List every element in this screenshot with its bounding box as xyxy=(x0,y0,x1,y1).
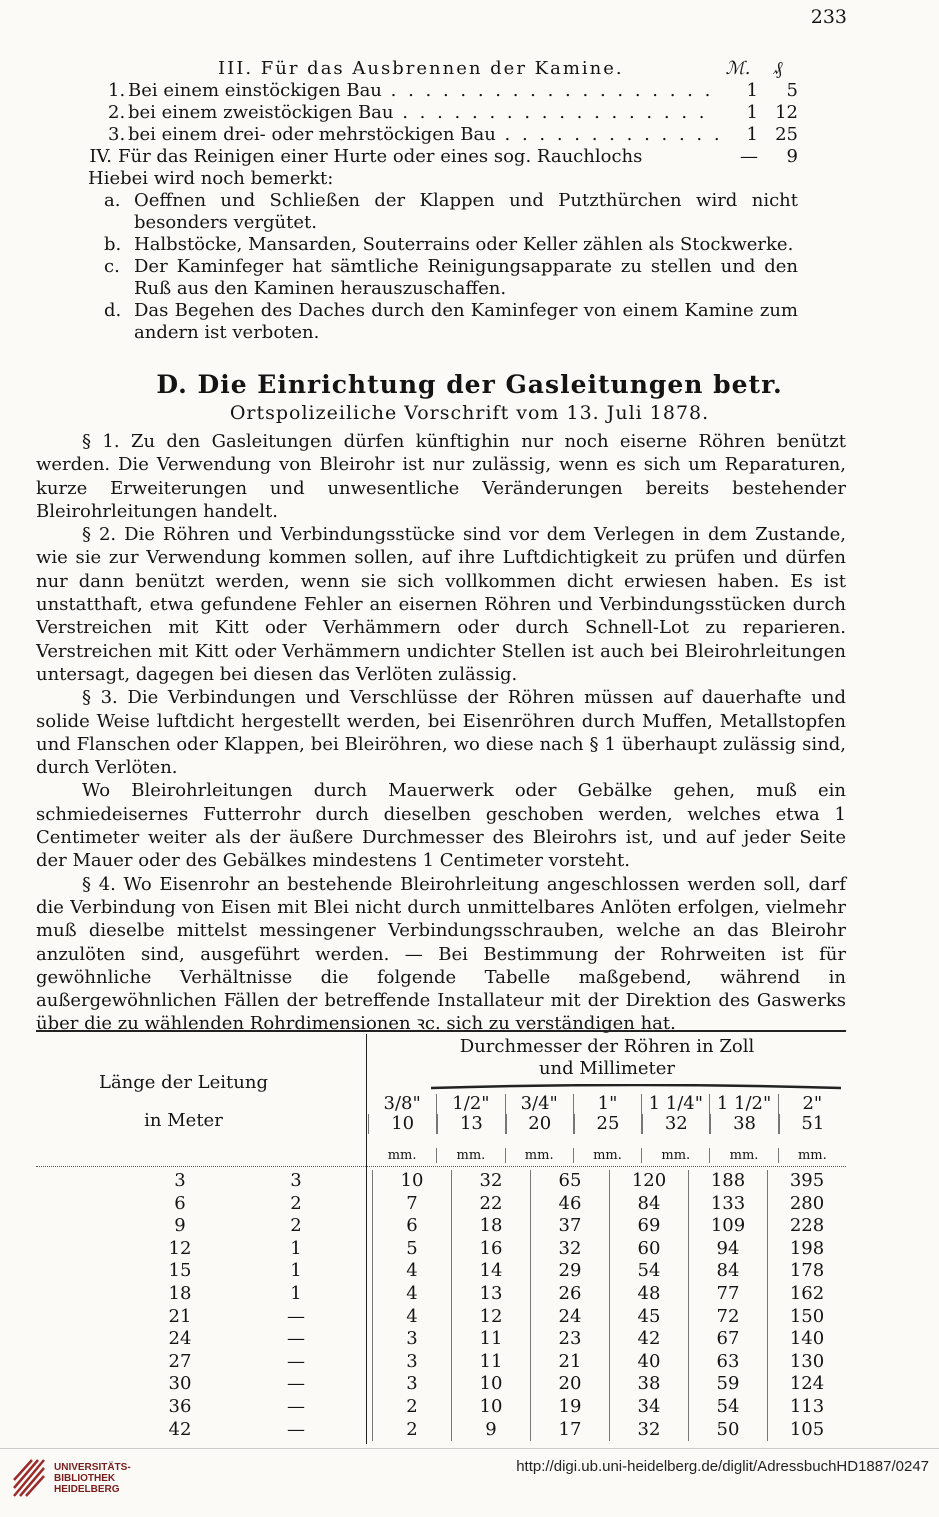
value-cell: 23 xyxy=(530,1328,609,1351)
row-header-line1: Länge der Leitung xyxy=(99,1072,268,1093)
value-cell: 54 xyxy=(609,1260,688,1283)
value-cell: 65 xyxy=(530,1170,609,1193)
value-cell: 9 xyxy=(451,1419,530,1442)
column-header-line1: Durchmesser der Röhren in Zoll xyxy=(459,1036,755,1057)
value-cell: 11 xyxy=(451,1328,530,1351)
remark-label: b. xyxy=(104,234,122,255)
value-cell: 2 xyxy=(372,1419,451,1442)
size-inch: 2" xyxy=(802,1093,823,1114)
remark-item xyxy=(58,190,798,234)
table-row xyxy=(36,1306,846,1329)
table-row xyxy=(36,1283,846,1306)
size-inch: 3/4" xyxy=(520,1093,558,1114)
value-cell: 60 xyxy=(609,1238,688,1261)
fee-row-pfennig: 25 xyxy=(775,124,798,145)
remark-text: Oeffnen und Schließen der Klappen und Putzthürchen wird nicht besonders vergütet. xyxy=(134,190,798,233)
value-cell: 3 xyxy=(372,1373,451,1396)
value-cell: 77 xyxy=(688,1283,767,1306)
value-cell: 37 xyxy=(530,1215,609,1238)
length-cell: 24 xyxy=(168,1328,192,1350)
fee-row-number: 2. xyxy=(108,102,126,123)
value-cell: 3 xyxy=(372,1328,451,1351)
library-logo-icon xyxy=(10,1456,48,1500)
value-cell: 24 xyxy=(530,1306,609,1329)
value-cell: 17 xyxy=(530,1419,609,1442)
value-cell: — xyxy=(287,1328,305,1350)
size-inch: 3/8" xyxy=(383,1093,421,1114)
length-cell: 36 xyxy=(168,1395,192,1417)
fee-row-mark: 1 xyxy=(746,124,758,145)
paragraph: § 3. Die Verbindungen und Verschlüsse der Röhren müssen auf dauerhafte und solide Weise luftdicht hergestellt werden, bei Eisenröhren durch Muffen, Metallstopfen und Flanschen oder Klappen, bei Bleiröhren, wo diese nach § 1 überhaupt zulässig sind, durch Verlöten. xyxy=(36,687,846,779)
value-cell: 10 xyxy=(372,1170,451,1193)
value-cell: 72 xyxy=(688,1306,767,1329)
fee-row-number: 1. xyxy=(108,80,126,101)
fee-row-pfennig: 12 xyxy=(775,102,798,123)
value-cell: 50 xyxy=(688,1419,767,1442)
fee-row-text: bei einem drei- oder mehrstöckigen Bau . . . xyxy=(128,124,718,146)
fee-list xyxy=(58,58,798,344)
value-cell: 2 xyxy=(290,1192,302,1214)
value-cell: 113 xyxy=(767,1396,846,1419)
fee-heading-row xyxy=(58,58,798,80)
value-cell: 94 xyxy=(688,1238,767,1261)
value-cell: 395 xyxy=(767,1170,846,1193)
library-name xyxy=(54,1462,131,1495)
unit-label: mm. xyxy=(641,1148,709,1163)
value-cell: 45 xyxy=(609,1306,688,1329)
section-title: D. Die Einrichtung der Gasleitungen betr. xyxy=(156,370,783,399)
paragraph: Wo Bleirohrleitungen durch Mauerwerk oder Gebälke gehen, muß ein schmiedeisernes Futterrohr durch dieselben geschoben werden, welches etwa 1 Centimeter weiter als der äußere Durchmesser des Bleirohrs ist, und auf jeder Seite der Mauer oder des Gebälkes mindestens 1 Centimeter vorsteht. xyxy=(36,780,846,872)
value-cell: 19 xyxy=(530,1396,609,1419)
fee-row xyxy=(58,102,798,124)
length-cell: 30 xyxy=(168,1373,192,1395)
value-cell: 42 xyxy=(609,1328,688,1351)
library-line3: HEIDELBERG xyxy=(54,1483,120,1495)
fee-row xyxy=(58,80,798,102)
value-cell: 32 xyxy=(609,1419,688,1442)
value-cell: — xyxy=(287,1373,305,1395)
length-cell: 3 xyxy=(174,1170,186,1191)
value-cell: — xyxy=(287,1395,305,1417)
library-line2: BIBLIOTHEK xyxy=(54,1472,116,1484)
value-cell: 13 xyxy=(451,1283,530,1306)
unit-headers xyxy=(368,1148,846,1163)
remark-item xyxy=(58,300,798,344)
value-cell: 69 xyxy=(609,1215,688,1238)
value-cell: 120 xyxy=(609,1170,688,1193)
length-cell: 6 xyxy=(174,1192,186,1214)
value-cell: 1 xyxy=(290,1282,302,1304)
remark-label: c. xyxy=(104,256,120,277)
value-cell: — xyxy=(287,1305,305,1327)
section-subtitle: Ortspolizeiliche Vorschrift vom 13. Juli 1878. xyxy=(229,402,710,424)
value-cell: 32 xyxy=(451,1170,530,1193)
value-cell: 67 xyxy=(688,1328,767,1351)
remark-text: Das Begehen des Daches durch den Kaminfeger von einem Kamine zum andern ist verboten. xyxy=(134,300,798,343)
size-mm: 32 xyxy=(642,1114,709,1134)
size-inch: 1 1/4" xyxy=(648,1093,703,1114)
value-cell: 198 xyxy=(767,1238,846,1261)
library-badge xyxy=(10,1456,131,1500)
size-mm: 20 xyxy=(506,1114,573,1134)
table-row xyxy=(36,1328,846,1351)
value-cell: 48 xyxy=(609,1283,688,1306)
table-top-rule xyxy=(36,1030,846,1032)
value-cell: 162 xyxy=(767,1283,846,1306)
fee-rows xyxy=(58,80,798,146)
footer-rule xyxy=(0,1448,939,1449)
size-mm: 38 xyxy=(710,1114,777,1134)
value-cell: 26 xyxy=(530,1283,609,1306)
value-cell: 59 xyxy=(688,1373,767,1396)
fee-row-pfennig: 9 xyxy=(786,146,798,167)
table-body xyxy=(36,1170,846,1441)
value-cell: 20 xyxy=(530,1373,609,1396)
fee-row-number: 3. xyxy=(108,124,126,145)
value-cell: 14 xyxy=(451,1260,530,1283)
size-mm: 10 xyxy=(368,1114,436,1134)
fee-row-text: Bei einem einstöckigen Bau . . . xyxy=(128,80,718,102)
header-brace xyxy=(431,1084,841,1090)
value-cell: 2 xyxy=(372,1396,451,1419)
fee-row-mark: 1 xyxy=(746,80,758,101)
fee-row-mark: 1 xyxy=(746,102,758,123)
unit-mark: ℳ. xyxy=(725,58,751,79)
length-cell: 27 xyxy=(168,1350,192,1372)
size-column-header xyxy=(368,1094,436,1134)
fee-row-mark: — xyxy=(740,146,758,167)
table-row xyxy=(36,1396,846,1419)
unit-label: mm. xyxy=(436,1148,504,1163)
value-cell: 40 xyxy=(609,1351,688,1374)
value-cell: — xyxy=(287,1350,305,1372)
size-column-header xyxy=(709,1094,777,1134)
unit-label: mm. xyxy=(387,1148,417,1163)
row-header xyxy=(36,1064,331,1140)
value-cell: 18 xyxy=(451,1215,530,1238)
remark-text: Halbstöcke, Mansarden, Souterrains oder Keller zählen als Stockwerke. xyxy=(134,234,794,255)
value-cell: 228 xyxy=(767,1215,846,1238)
table-row xyxy=(36,1373,846,1396)
value-cell: 124 xyxy=(767,1373,846,1396)
value-cell: 105 xyxy=(767,1419,846,1442)
size-mm: 51 xyxy=(779,1114,846,1134)
value-cell: 32 xyxy=(530,1238,609,1261)
value-cell: 7 xyxy=(372,1193,451,1216)
unit-label: mm. xyxy=(778,1148,846,1163)
value-cell: 130 xyxy=(767,1351,846,1374)
value-cell: 3 xyxy=(290,1170,302,1191)
fee-row-number: IV. xyxy=(89,146,112,167)
size-inch: 1" xyxy=(597,1093,618,1114)
size-column-header xyxy=(505,1094,573,1134)
size-inch: 1 1/2" xyxy=(716,1093,772,1114)
value-cell: 10 xyxy=(451,1396,530,1419)
remark-item xyxy=(58,256,798,300)
table-row xyxy=(36,1419,846,1442)
column-header xyxy=(368,1036,846,1080)
value-cell: 84 xyxy=(688,1260,767,1283)
value-cell: 34 xyxy=(609,1396,688,1419)
size-column-header xyxy=(778,1094,846,1134)
unit-label: mm. xyxy=(505,1148,573,1163)
value-cell: 4 xyxy=(372,1260,451,1283)
value-cell: 4 xyxy=(372,1283,451,1306)
value-cell: 11 xyxy=(451,1351,530,1374)
value-cell: 22 xyxy=(451,1193,530,1216)
value-cell: 4 xyxy=(372,1306,451,1329)
value-cell: 6 xyxy=(372,1215,451,1238)
regulation-text xyxy=(36,430,846,1036)
value-cell: 3 xyxy=(372,1351,451,1374)
length-cell: 42 xyxy=(168,1418,192,1440)
value-cell: 133 xyxy=(688,1193,767,1216)
value-cell: 1 xyxy=(290,1260,302,1282)
value-cell: 84 xyxy=(609,1193,688,1216)
remark-text: Der Kaminfeger hat sämtliche Reinigungsapparate zu stellen und den Ruß aus den Kaminen herauszuschaffen. xyxy=(134,256,798,299)
value-cell: — xyxy=(287,1418,305,1440)
size-column-header xyxy=(436,1094,504,1134)
fee-heading: III. Für das Ausbrennen der Kamine. xyxy=(218,58,624,79)
fee-row-iv xyxy=(58,146,798,168)
value-cell: 140 xyxy=(767,1328,846,1351)
length-cell: 15 xyxy=(168,1260,192,1282)
size-headers xyxy=(368,1094,846,1134)
size-column-header xyxy=(641,1094,709,1134)
value-cell: 5 xyxy=(372,1238,451,1261)
value-cell: 38 xyxy=(609,1373,688,1396)
fee-row-text: Für das Reinigen einer Hurte oder eines sog. Rauchlochs xyxy=(118,146,643,167)
value-cell: 150 xyxy=(767,1306,846,1329)
length-cell: 18 xyxy=(168,1282,192,1304)
table-row xyxy=(36,1170,846,1193)
remark-item xyxy=(58,234,798,256)
value-cell: 1 xyxy=(290,1237,302,1259)
value-cell: 188 xyxy=(688,1170,767,1193)
fee-row-pfennig: 5 xyxy=(786,80,798,101)
value-cell: 178 xyxy=(767,1260,846,1283)
unit-pfennig: ₰ xyxy=(773,58,783,79)
library-line1: UNIVERSITÄTS- xyxy=(54,1461,131,1473)
remark-list xyxy=(58,190,798,344)
fee-row xyxy=(58,124,798,146)
page-number: 233 xyxy=(810,6,847,28)
table-row xyxy=(36,1215,846,1238)
table-row xyxy=(36,1351,846,1374)
value-cell: 280 xyxy=(767,1193,846,1216)
column-header-line2: und Millimeter xyxy=(538,1058,676,1079)
table-row xyxy=(36,1238,846,1261)
value-cell: 12 xyxy=(451,1306,530,1329)
value-cell: 21 xyxy=(530,1351,609,1374)
paragraph: § 2. Die Röhren und Verbindungsstücke sind vor dem Verlegen in dem Zustande, wie sie zur Verwendung kommen sollen, auf ihre Luftdichtigkeit zu prüfen und dürfen nur dann benützt werden, wenn sie sich vollkommen dicht erwiesen haben. Es ist unstatthaft, etwa gefundene Fehler an eisernen Röhren und Verbindungsstücken durch Verstreichen mit Kitt oder Verhämmern oder durch Schnell-Lot zu reparieren. Verstreichen mit Kitt oder Verhämmern undichter Stellen ist auch bei Bleirohrleitungen untersagt, dagegen bei diesen das Verlöten zulässig. xyxy=(36,524,846,685)
size-mm: 25 xyxy=(574,1114,641,1134)
table-row xyxy=(36,1260,846,1283)
fee-row-text: bei einem zweistöckigen Bau . . . xyxy=(128,102,718,124)
table-row xyxy=(36,1193,846,1216)
paragraph: § 4. Wo Eisenrohr an bestehende Bleirohrleitung angeschlossen werden soll, darf die Verbindung von Eisen mit Blei nicht durch unmittelbares Anlöten erfolgen, vielmehr muß dieselbe mittelst messingener Verbindungsschrauben, welche an das Bleirohr anzulöten sind, ausgeführt werden. — Bei Bestimmung der Rohrweiten ist für gewöhnliche Verhältnisse die folgende Tabelle maßgebend, während in außergewöhnlichen Fällen der betreffende Installateur mit der Direktion des Gaswerks über die zu wählenden Rohrdimensionen ꝛc. sich zu verständigen hat. xyxy=(36,873,846,1035)
remark-intro: Hiebei wird noch bemerkt: xyxy=(88,168,334,189)
source-url[interactable]: http://digi.ub.uni-heidelberg.de/diglit/AdressbuchHD1887/0247 xyxy=(516,1458,929,1475)
size-inch: 1/2" xyxy=(452,1093,490,1114)
value-cell: 10 xyxy=(451,1373,530,1396)
length-cell: 9 xyxy=(174,1215,186,1237)
size-mm: 13 xyxy=(437,1114,504,1134)
unit-label: mm. xyxy=(709,1148,777,1163)
row-header-line2: in Meter xyxy=(144,1110,223,1131)
value-cell: 109 xyxy=(688,1215,767,1238)
value-cell: 46 xyxy=(530,1193,609,1216)
value-cell: 54 xyxy=(688,1396,767,1419)
value-cell: 2 xyxy=(290,1215,302,1237)
value-cell: 29 xyxy=(530,1260,609,1283)
unit-label: mm. xyxy=(573,1148,641,1163)
remark-label: a. xyxy=(104,190,121,211)
size-column-header xyxy=(573,1094,641,1134)
remark-label: d. xyxy=(104,300,122,321)
paragraph: § 1. Zu den Gasleitungen dürfen künftighin nur noch eiserne Röhren benützt werden. Die Verwendung von Bleirohr ist nur zulässig, wenn es sich um Reparaturen, kurze Erweiterungen und unwesentliche Veränderungen bereits bestehender Bleirohrleitungen handelt. xyxy=(36,431,846,522)
length-cell: 12 xyxy=(168,1237,192,1259)
header-dotted-rule xyxy=(36,1166,846,1167)
value-cell: 16 xyxy=(451,1238,530,1261)
length-cell: 21 xyxy=(168,1305,192,1327)
value-cell: 63 xyxy=(688,1351,767,1374)
